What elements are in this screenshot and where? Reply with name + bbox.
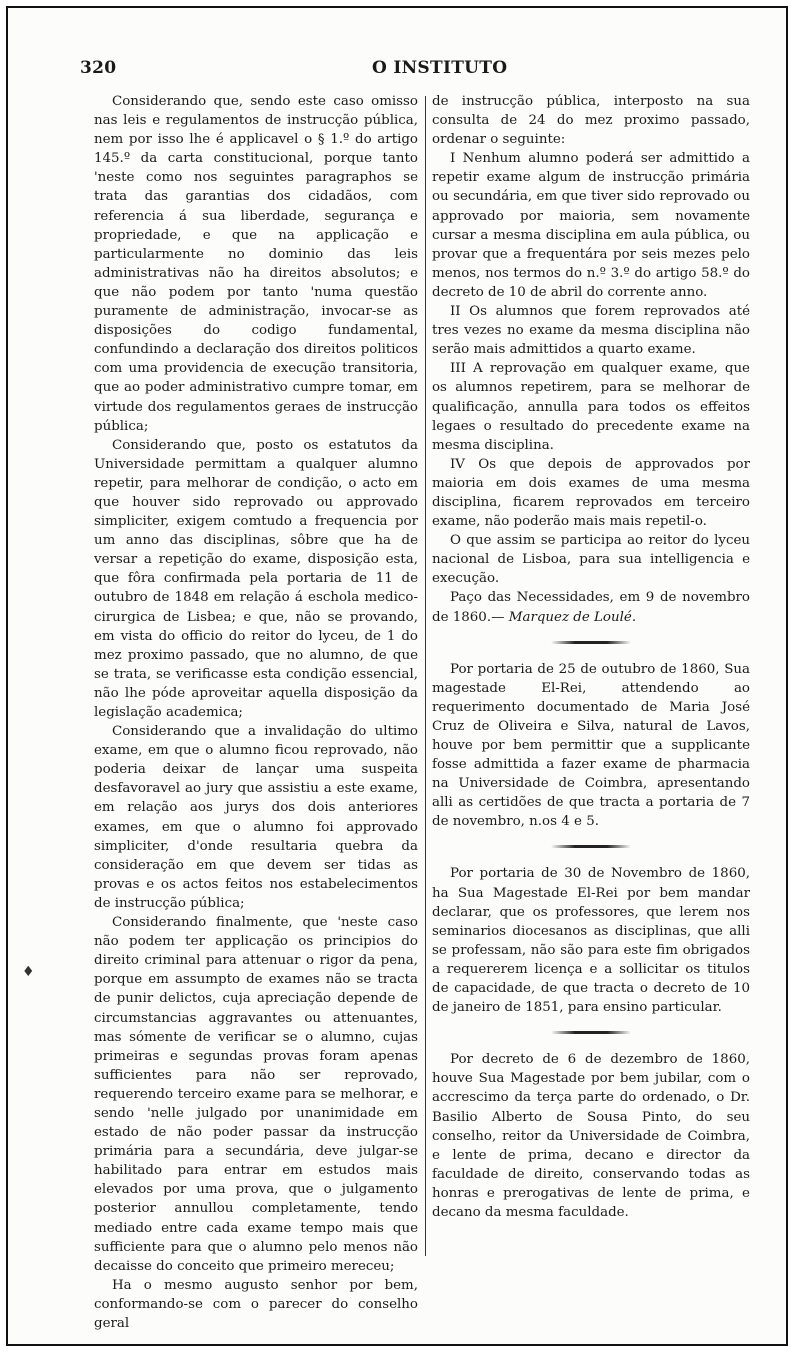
paragraph-considerando-3: Considerando que a invalidação do ultimo exame, em que o alumno ficou reprovado, não poderia deixar de lançar uma suspeita desfavoravel ao jury que assistiu a este exame, em relação aos jurys dos dois anteriores exames, em que o alumno foi approvado simpliciter, d'onde resultaria quebra da consideração em que devem ser tidas as provas e os actos feitos nos estabelecimentos de instrucção pública;	[94, 724, 418, 911]
article-4: IV Os que depois de approvados por maioria em dois exames de uma mesma disciplina, ficarem reprovados em terceiro exame, não poderão mais mais repetil-o.	[432, 456, 750, 530]
paragraph-continuation: de instrucção pública, interposto na sua consulta de 24 do mez proximo passado, ordenar o seguinte:	[432, 94, 750, 148]
notice-portaria-30-novembro: Por portaria de 30 de Novembro de 1860, ha Sua Magestade El-Rei por bem mandar declarar, que os professores, que lerem nos seminarios diocesanos as disciplinas, que alli se professam, não são para este fim obrigados a requererem licença e a sollicitar os titulos de capacidade, de que tracta o decreto de 10 de janeiro de 1851, para ensino particular.	[432, 866, 750, 1016]
article-2: II Os alumnos que forem reprovados até tres vezes no exame da mesma disciplina não serão mais admittidos a quarto exame.	[432, 304, 750, 358]
right-column	[432, 92, 750, 1222]
dateline	[432, 588, 750, 626]
section-rule-3	[551, 1031, 631, 1034]
dateline-text: Paço das Necessidades, em 9 de novembro de 1860.—	[432, 590, 750, 625]
paragraph-considerando-1: Considerando que, sendo este caso omisso nas leis e regulamentos de instrucção pública, nem por isso lhe é applicavel o § 1.º do artigo 145.º da carta constitucional, porque tanto 'neste como nos seguintes paragraphos se trata das garantias dos cidadãos, com referencia á sua liberdade, segurança e propriedade, e que na applicação e particularmente no dominio das leis administrativas não ha direitos absolutos; e que não podem por tanto 'numa questão puramente de administração, invocar-se as disposições do codigo fundamental, confundindo a declaração dos direitos politicos com uma providencia de execução transitoria, que ao poder administrativo cumpre tomar, em virtude dos regulamentos geraes de instrucção pública;	[94, 94, 418, 434]
paragraph-considerando-4: Considerando finalmente, que 'neste caso não podem ter applicação os principios do direito criminal para attenuar o rigor da pena, porque em assumpto de exames não se tracta de punir delictos, cuja apreciação depende de circumstancias aggravantes ou attenuantes, mas sómente de verificar se o alumno, cujas primeiras e segundas provas foram apenas sufficientes para não ser reprovado, requerendo terceiro exame para se melhorar, e sendo 'nelle julgado por unanimidade em estado de não poder passar da instrucção primária para a secundária, deve julgar-se habilitado para entrar em estudos mais elevados por uma prova, que o julgamento posterior annullou completamente, tendo mediado entre cada exame tempo mais que sufficiente para que o alumno pelo menos não decaisse do conceito que primeiro mereceu;	[94, 915, 418, 1274]
page-header	[80, 58, 760, 82]
article-1: I Nenhum alumno poderá ser admittido a repetir exame algum de instrucção primária ou secundária, em que tiver sido reprovado ou approvado por maioria, sem novamente cursar a mesma disciplina em aula pública, ou provar que a frequentára por seis mezes pelo menos, nos termos do n.º 3.º do artigo 58.º do decreto de 10 de abril do corrente anno.	[432, 151, 750, 300]
left-column	[94, 92, 418, 1333]
paragraph-resolution-start: Ha o mesmo augusto senhor por bem, conformando-se com o parecer do conselho geral	[94, 1277, 418, 1331]
notice-portaria-25-outubro: Por portaria de 25 de outubro de 1860, Sua magestade El-Rei, attendendo ao requerimento documentado de Maria José Cruz de Oliveira e Silva, natural de Lavos, houve por bem permittir que a supplicante fosse admittida a fazer exame de pharmacia na Universidade de Coimbra, apresentando alli as certidões de que tracta a portaria de 7 de novembro, n.os 4 e 5.	[432, 661, 750, 830]
page-number: 320	[80, 58, 117, 78]
margin-mark-icon: ♦	[22, 964, 35, 980]
communication-paragraph: O que assim se participa ao reitor do lyceu nacional de Lisboa, para sua intelligencia e execução.	[432, 533, 750, 587]
column-divider	[425, 96, 426, 1256]
article-3: III A reprovação em qualquer exame, que os alumnos repetirem, para se melhorar de qualificação, annulla para todos os effeitos legaes o resultado do precedente exame na mesma disciplina.	[432, 361, 750, 453]
section-rule-1	[551, 641, 631, 644]
notice-decreto-6-dezembro: Por decreto de 6 de dezembro de 1860, houve Sua Magestade por bem jubilar, com o accrescimo da terça parte do ordenado, o Dr. Basilio Alberto de Sousa Pinto, do seu conselho, reitor da Universidade de Coimbra, e lente de prima, decano e director da faculdade de direito, conservando todas as honras e prerogativas de lente de prima, e decano da mesma faculdade.	[432, 1052, 750, 1220]
section-rule-2	[551, 845, 631, 848]
paragraph-considerando-2: Considerando que, posto os estatutos da Universidade permittam a qualquer alumno repetir, para melhorar de condição, o acto em que houver sido reprovado ou approvado simpliciter, exigem comtudo a frequencia por um anno das disciplinas, sôbre que ha de versar a repetição do exame, disposição esta, que fôra confirmada pela portaria de 11 de outubro de 1848 em relação á escholа medico-cirurgica de Lisbea; e que, não se provando, em vista do officio do reitor do lyceu, de 1 do mez proximo passado, que no alumno, de que se trata, se verificasse esta condição essencial, não lhe póde aproveitar aquella disposição da legislação academica;	[94, 437, 418, 720]
signature: Marquez de Loulé.	[508, 609, 637, 625]
journal-title: O INSTITUTO	[372, 58, 508, 78]
